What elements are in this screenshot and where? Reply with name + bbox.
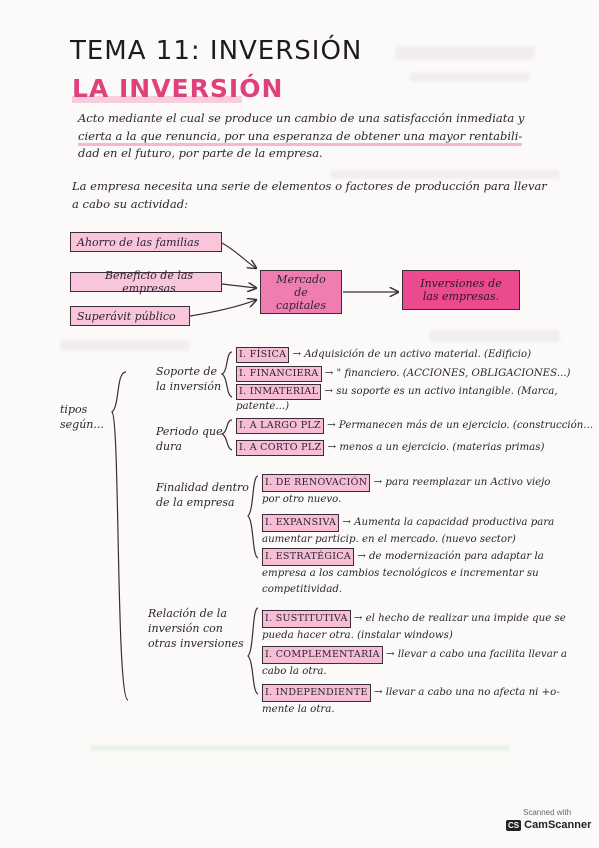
source-box-households: Ahorro de las familias (70, 232, 222, 252)
cs-logo-icon: CS (508, 820, 520, 830)
list-item: I. INDEPENDIENTE → llevar a cabo una no afecta ni +o- mente la otra. (262, 684, 577, 718)
source-box-public-surplus: Superávit público (70, 306, 190, 326)
definition-line: dad en el futuro, por parte de la empresa. (78, 146, 323, 160)
capital-market-box: Mercado de capitales (260, 270, 342, 314)
section-title: LA INVERSIÓN (72, 74, 284, 103)
list-item: I. COMPLEMENTARIA → llevar a cabo una facilita llevar a cabo la otra. (262, 646, 577, 680)
factors-line: La empresa necesita una serie de elementos o factores de producción para llevar (72, 179, 547, 193)
list-item: I. EXPANSIVA → Aumenta la capacidad productiva para aumentar particip. en el mercado. (nuevo sector) (262, 514, 572, 548)
classification-root: tipos según... (60, 403, 104, 431)
group-label-period: Periodo que dura (156, 425, 223, 453)
list-item: I. DE RENOVACIÓN → para reemplazar un Activo viejo por otro nuevo. (262, 474, 562, 508)
scanner-watermark (506, 808, 592, 840)
page-title: TEMA 11: INVERSIÓN (70, 36, 363, 66)
source-box-business-profit: Beneficio de las empresas (70, 272, 222, 292)
list-item: I. FÍSICA → Adquisición de un activo material. (Edificio) (236, 347, 531, 363)
watermark-logo (506, 819, 592, 831)
list-item: I. A LARGO PLZ → Permanecen más de un ejercicio. (construcción... (236, 418, 593, 434)
list-item: I. A CORTO PLZ → menos a un ejercicio. (materias primas) (236, 440, 544, 456)
list-item: I. SUSTITUTIVA → el hecho de realizar una impide que se pueda hacer otra. (instalar windows) (262, 610, 577, 644)
watermark-caption: Scanned with (522, 808, 572, 817)
group-label-purpose: Finalidad dentro de la empresa (156, 481, 249, 509)
definition-line: cierta a la que renuncia, por una esperanza de obtener una mayor rentabili- (78, 128, 578, 146)
watermark-brand: CamScanner (524, 819, 592, 831)
list-item: I. FINANCIERA → " financiero. (ACCIONES, OBLIGACIONES...) (236, 366, 570, 382)
business-investment-box: Inversiones de las empresas. (402, 270, 520, 310)
definition-line: Acto mediante el cual se produce un cambio de una satisfacción inmediata y (78, 111, 525, 125)
list-item: I. ESTRATÉGICA → de modernización para adaptar la empresa a los cambios tecnológicos e incrementar su competitividad. (262, 548, 572, 598)
group-label-relation: Relación de la inversión con otras inversiones (148, 607, 244, 650)
group-label-support: Soporte de la inversión (156, 365, 222, 393)
list-item: I. INMATERIAL → su soporte es un activo intangible. (Marca, patente...) (236, 386, 558, 412)
factors-line: a cabo su actividad: (72, 196, 188, 211)
